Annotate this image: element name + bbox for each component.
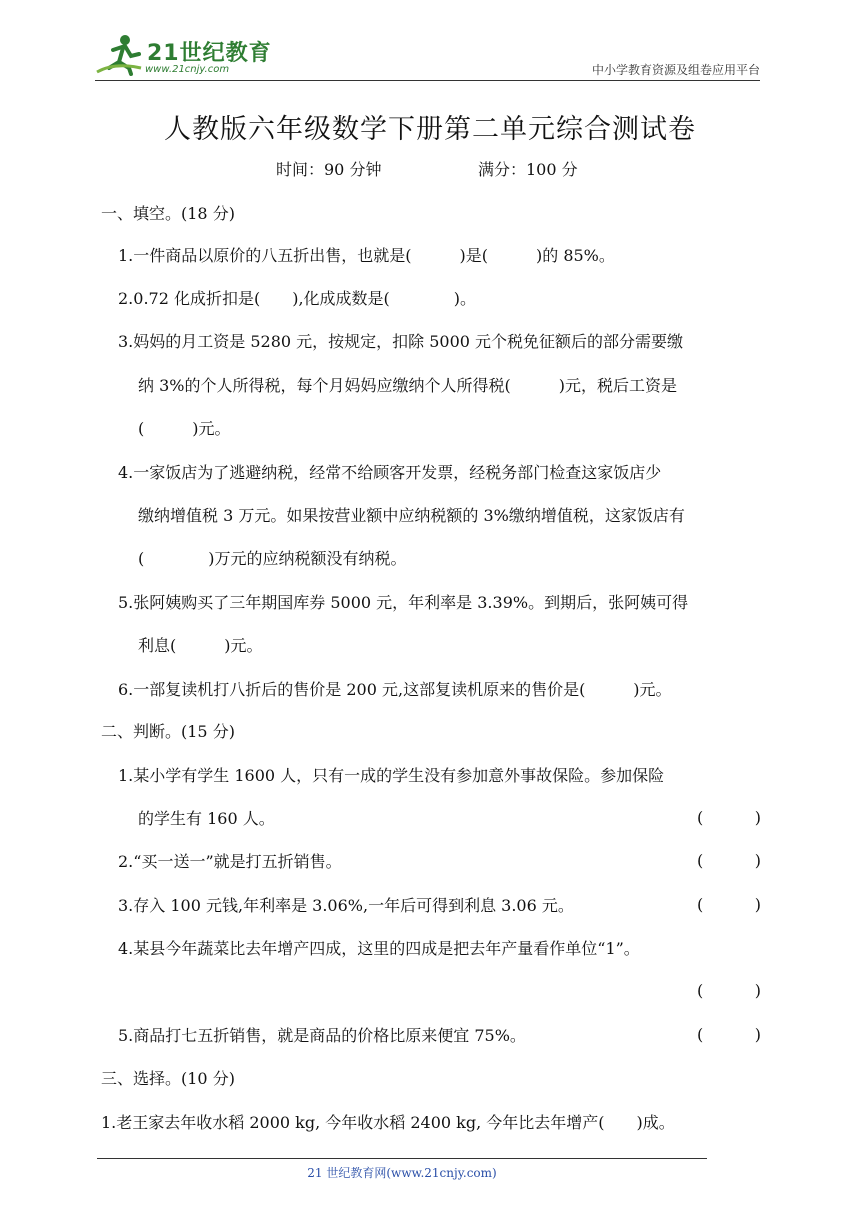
question-1-3-line-3: ( )元。	[138, 419, 231, 438]
bracket-open: (	[697, 1025, 704, 1044]
bracket-open: (	[697, 808, 704, 827]
logo-text: 21世纪教育	[147, 41, 272, 66]
page-footer: 21 世纪教育网(www.21cnjy.com)	[307, 1166, 497, 1180]
question-2-4: 4.某县今年蔬菜比去年增产四成，这里的四成是把去年产量看作单位“1”。	[118, 939, 640, 958]
question-2-5: 5.商品打七五折销售，就是商品的价格比原来便宜 75%。	[118, 1026, 526, 1045]
question-1-4-line-2: 缴纳增值税 3 万元。如果按营业额中应纳税额的 3%缴纳增值税，这家饭店有	[138, 506, 685, 525]
bracket-close: )	[754, 851, 761, 870]
bracket-open: (	[697, 895, 704, 914]
question-3-1: 1.老王家去年收水稻 2000 kg, 今年收水稻 2400 kg, 今年比去年增产( )成。	[101, 1113, 675, 1132]
header-divider	[95, 80, 760, 81]
bracket-close: )	[754, 981, 761, 1000]
bracket-close: )	[754, 808, 761, 827]
question-2-2: 2.“买一送一”就是打五折销售。	[118, 852, 342, 871]
bracket-close: )	[754, 1025, 761, 1044]
bracket-open: (	[697, 981, 704, 1000]
answer-bracket-2-1	[697, 808, 761, 827]
section-heading-choice: 三、选择。(10 分)	[101, 1069, 235, 1088]
question-1-4-line-1: 4.一家饭店为了逃避纳税，经常不给顾客开发票，经税务部门检查这家饭店少	[118, 463, 662, 482]
question-1-5-line-1: 5.张阿姨购买了三年期国库券 5000 元，年利率是 3.39%。到期后，张阿姨可得	[118, 593, 689, 612]
question-2-1-line-1: 1.某小学有学生 1600 人，只有一成的学生没有参加意外事故保险。参加保险	[118, 766, 665, 785]
question-2-1-line-2: 的学生有 160 人。	[138, 809, 275, 828]
answer-bracket-2-3	[697, 895, 761, 914]
question-1-4-line-3: ( )万元的应纳税额没有纳税。	[138, 549, 407, 568]
exam-time: 时间：90 分钟	[276, 160, 382, 179]
question-1-2: 2.0.72 化成折扣是( ),化成成数是( )。	[118, 289, 477, 308]
section-heading-fill-blank: 一、填空。(18 分)	[101, 204, 235, 223]
question-1-6: 6.一部复读机打八折后的售价是 200 元,这部复读机原来的售价是( )元。	[118, 680, 672, 699]
answer-bracket-2-4	[697, 981, 761, 1000]
question-1-3-line-1: 3.妈妈的月工资是 5280 元，按规定，扣除 5000 元个税免征额后的部分需要缴	[118, 332, 684, 351]
bracket-close: )	[754, 895, 761, 914]
question-2-3: 3.存入 100 元钱,年利率是 3.06%,一年后可得到利息 3.06 元。	[118, 896, 574, 915]
answer-bracket-2-5	[697, 1025, 761, 1044]
answer-bracket-2-2	[697, 851, 761, 870]
section-heading-judge: 二、判断。(15 分)	[101, 722, 235, 741]
page-title: 人教版六年级数学下册第二单元综合测试卷	[164, 114, 696, 145]
question-1-5-line-2: 利息( )元。	[138, 636, 263, 655]
question-1-3-line-2: 纳 3%的个人所得税，每个月妈妈应缴纳个人所得税( )元，税后工资是	[138, 376, 677, 395]
question-1-1: 1.一件商品以原价的八五折出售，也就是( )是( )的 85%。	[118, 246, 615, 265]
footer-divider	[97, 1158, 707, 1159]
brand-logo	[95, 32, 295, 76]
bracket-open: (	[697, 851, 704, 870]
runner-logo-icon	[95, 32, 145, 76]
page-header	[95, 28, 760, 83]
logo-url: www.21cnjy.com	[145, 64, 230, 75]
exam-score: 满分：100 分	[478, 160, 578, 179]
platform-tagline: 中小学教育资源及组卷应用平台	[591, 63, 760, 77]
